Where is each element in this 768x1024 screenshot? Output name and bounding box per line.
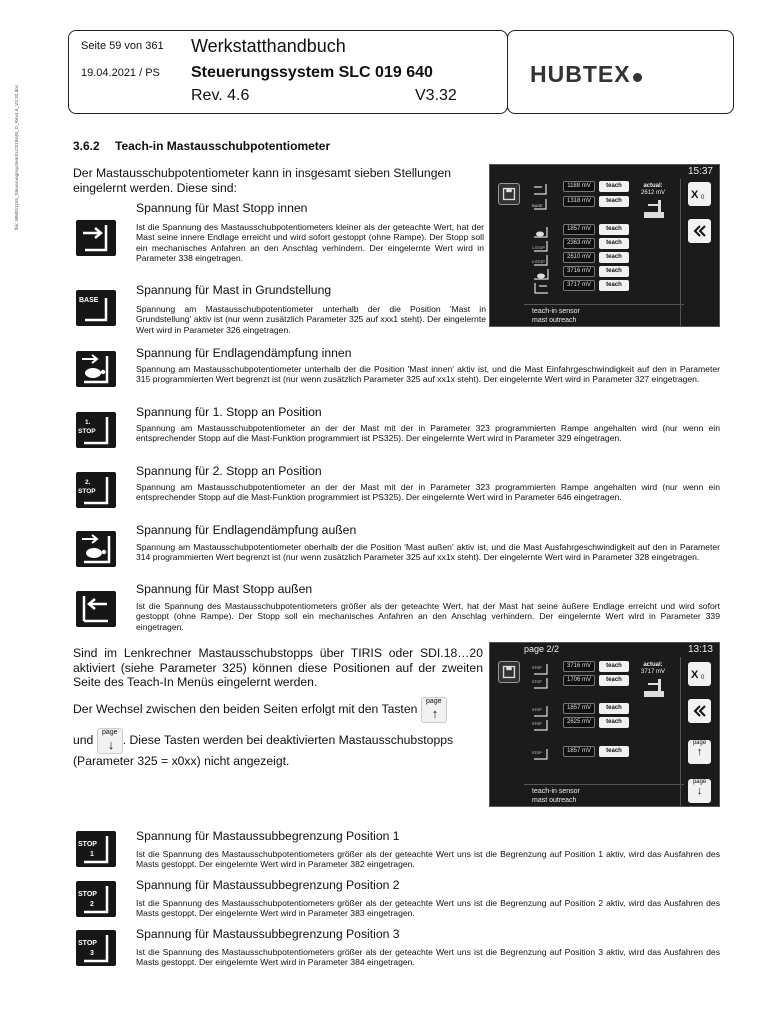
screen-footer: teach-in sensor mast outreach xyxy=(524,784,684,806)
teach-button[interactable]: teach xyxy=(599,717,629,728)
section-heading xyxy=(73,139,330,153)
stop-pos3-icon xyxy=(76,930,116,966)
item-title: Spannung für Mastaussubbegrenzung Position 1 xyxy=(136,829,400,843)
teach-in-screen-page2 xyxy=(489,642,720,807)
turtle-inner-icon xyxy=(76,351,116,387)
item-desc: Ist die Spannung des Mastausschubpotentiometers größer als der geteachte Wert, hat der Mast hat seine äußere Endlage erreicht und wird sofort gestoppt (ohne Rampe). Der Stopp soll ein mechanisches Anfahren an den Anschlag verhindern. Der eingelernte Wert wird in Parameter 339 eingetragen. xyxy=(136,601,720,632)
teach-button[interactable]: teach xyxy=(599,661,629,672)
document-header xyxy=(68,30,508,114)
page-down-key-icon: page ↑ xyxy=(421,697,447,723)
mast-icon xyxy=(642,677,670,703)
page-up-button[interactable]: page ↑ xyxy=(688,740,711,764)
item-title: Spannung für Mastaussubbegrenzung Position 2 xyxy=(136,878,400,892)
item-desc: Ist die Spannung des Mastausschubpotentiometers größer als der geteachte Wert uns ist die Begrenzung auf Position 2 aktiv, wird das Ausfahren des Masts gestoppt. Der eingelernte Wert wird in Parameter 383 eingetragen. xyxy=(136,898,720,919)
page-number: Seite 59 von 361 xyxy=(81,40,164,52)
side-filename: file: WM011155_SteuerungssystemSLC019640_D_Rev4.6_V3.32.doc xyxy=(14,84,19,230)
section-title: Teach-in Mastausschubpotentiometer xyxy=(115,139,331,153)
value-field: 1706 mV xyxy=(563,675,595,686)
svg-text:1.: 1. xyxy=(85,419,91,426)
arrow-right-to-bar-icon xyxy=(76,220,116,256)
turtle-mini-icon xyxy=(532,225,550,237)
stop-pos1-icon xyxy=(76,831,116,867)
teach-button[interactable]: teach xyxy=(599,181,629,192)
teach-button[interactable]: teach xyxy=(599,252,629,263)
svg-text:STOP: STOP xyxy=(78,940,97,947)
value-field: 2625 mV xyxy=(563,717,595,728)
page-down-button[interactable]: page ↓ xyxy=(688,779,711,803)
item-desc: Spannung am Mastausschubpotentiometer an der der Mast mit der in Parameter 323 programmierten Rampe angehalten wird (nur wenn ein entsprechender Stopp auf die Mast-Funktion programmiert ist PS325). Der eingelernte Wert wird in Parameter 646 eingetragen. xyxy=(136,482,720,503)
logo-box xyxy=(507,30,734,114)
svg-text:STOP: STOP xyxy=(532,680,542,684)
stop-mini-icon xyxy=(532,718,550,730)
svg-text:0: 0 xyxy=(701,195,705,201)
svg-text:STOP: STOP xyxy=(532,666,542,670)
teach-button[interactable]: teach xyxy=(599,196,629,207)
doc-version: V3.32 xyxy=(415,87,457,104)
item-desc: Spannung am Mastausschubpotentiometer unterhalb der die Position 'Mast in Grundstellung' aktiv ist (nur wenn zusätzlich Parameter 325 auf xxx1 steht). Der eingelernte Wert wird in Parameter 326 eingetragen. xyxy=(136,304,486,335)
value-field: 3716 mV xyxy=(563,266,595,277)
paragraph-stops: Sind im Lenkrechner Mastausschubstopps über TIRIS oder SDI.18…20 aktiviert (siehe Parameter 325) können diese Positionen auf der zweiten Seite des Teach-In Menüs eingelernt werden. xyxy=(73,646,483,689)
section-number: 3.6.2 xyxy=(73,139,100,153)
item-desc: Ist die Spannung des Mastausschubpotentiometers größer als der geteachte Wert uns ist die Begrenzung auf Position 3 aktiv, wird das Ausfahren des Masts gestoppt. Der eingelernte Wert wird in Parameter 384 eingetragen. xyxy=(136,947,720,968)
item-title: Spannung für 1. Stopp an Position xyxy=(136,405,322,419)
item-desc: Spannung am Mastausschubpotentiometer unterhalb der die Position 'Mast innen' aktiv ist, und die Mast Einfahrgeschwindigkeit auf den in Parameter 315 programmierten Wert begrenzt ist (nur wenn zusätzlich Parameter 325 auf xx1x steht). Der eingelernte Wert wird in Parameter 327 eingetragen. xyxy=(136,364,720,385)
svg-text:BASE: BASE xyxy=(79,297,99,304)
base-icon xyxy=(76,290,116,326)
svg-text:STOP: STOP xyxy=(78,428,96,435)
value-field: 1188 mV xyxy=(563,181,595,192)
stop-outer-mini-icon xyxy=(532,281,550,293)
value-field: 3717 mV xyxy=(563,280,595,291)
svg-text:BASE: BASE xyxy=(532,203,543,208)
item-title: Spannung für Mast Stopp innen xyxy=(136,201,308,215)
svg-text:STOP: STOP xyxy=(78,488,96,495)
doc-subtitle: Steuerungssystem SLC 019 640 xyxy=(191,64,433,81)
actual-readout: actual: 2612 mV xyxy=(640,183,665,196)
stop-2-icon xyxy=(76,472,116,508)
hubtex-logo: HUBTEX xyxy=(530,61,642,88)
stop-mini-icon xyxy=(532,676,550,688)
svg-text:STOP: STOP xyxy=(78,841,97,848)
value-field: 2610 mV xyxy=(563,252,595,263)
doc-date: 19.04.2021 / PS xyxy=(81,67,160,79)
turtle-outer-icon xyxy=(76,531,116,567)
item-desc: Spannung am Mastausschubpotentiometer oberhalb der die Position 'Mast außen' aktiv ist, und die Mast Ausfahrgeschwindigkeit auf den in Parameter 314 programmierten Wert begrenzt ist (nur wenn zusätzlich Parameter 325 auf xx1x steht). Der eingelernte Wert wird in Parameter 328 eingetragen. xyxy=(136,542,720,563)
svg-text:STOP: STOP xyxy=(532,708,542,712)
paragraph-page-keys-cont: und page ↓ . Diese Tasten werden bei deaktivierten Mastausschubstopps (Parameter 325 = x0xx) nicht angezeigt. xyxy=(73,729,454,768)
stop-mini-icon xyxy=(532,704,550,716)
teach-button[interactable]: teach xyxy=(599,675,629,686)
item-desc: Spannung am Mastausschubpotentiometer an der der Mast mit der in Parameter 323 programmierten Rampe angehalten wird (nur wenn ein entsprechender Stopp auf die Mast-Funktion programmiert ist PS325). Der eingelernte Wert wird in Parameter 329 eingetragen. xyxy=(136,423,720,444)
teach-button[interactable]: teach xyxy=(599,266,629,277)
teach-button[interactable]: teach xyxy=(599,238,629,249)
exit-button[interactable] xyxy=(688,662,711,686)
screen-page-indicator: page 2/2 xyxy=(524,644,560,654)
teach-button[interactable]: teach xyxy=(599,703,629,714)
teach-button[interactable]: teach xyxy=(599,224,629,235)
intro-paragraph: Der Mastausschubpotentiometer kann in insgesamt sieben Stellungen eingelernt werden. Diese sind: xyxy=(73,166,452,195)
item-desc: Ist die Spannung des Mastausschubpotentiometers kleiner als der geteachte Wert, hat der Mast seine innere Endlage erreicht und wird sofort gestoppt (ohne Rampe). Der Stopp soll ein mechanisches Anfahren an den Anschlag verhindern. Der eingelernte Wert wird in Parameter 338 eingetragen. xyxy=(136,222,484,264)
value-field: 1857 mV xyxy=(563,703,595,714)
value-field: 1318 mV xyxy=(563,196,595,207)
arrow-left-from-bar-icon xyxy=(76,591,116,627)
base-mini-icon xyxy=(532,197,550,209)
back-button[interactable] xyxy=(688,219,711,243)
svg-text:2.STOP: 2.STOP xyxy=(532,260,545,264)
screen-time: 13:13 xyxy=(687,644,713,655)
item-title: Spannung für Mast in Grundstellung xyxy=(136,283,332,297)
logo-dot-icon xyxy=(633,73,642,82)
stop-mini-icon xyxy=(532,747,550,759)
value-field: 2363 mV xyxy=(563,238,595,249)
item-title: Spannung für Endlagendämpfung innen xyxy=(136,346,352,360)
svg-text:STOP: STOP xyxy=(78,891,97,898)
save-icon[interactable] xyxy=(498,183,520,205)
doc-revision: Rev. 4.6 xyxy=(191,87,250,104)
mast-icon xyxy=(642,198,670,224)
svg-text:3: 3 xyxy=(90,950,94,957)
svg-text:0: 0 xyxy=(701,675,705,681)
screen-time: 15:37 xyxy=(687,166,713,177)
stop-pos2-icon xyxy=(76,881,116,917)
stop-inner-mini-icon xyxy=(532,182,550,194)
item-desc: Ist die Spannung des Mastausschubpotentiometers größer als der geteachte Wert uns ist die Begrenzung auf Position 1 aktiv, wird das Ausfahren des Masts gestoppt. Der eingelernte Wert wird in Parameter 382 eingetragen. xyxy=(136,849,720,870)
doc-title: Werkstatthandbuch xyxy=(191,36,346,56)
svg-text:X: X xyxy=(691,189,699,201)
stop-mini-icon xyxy=(532,662,550,674)
item-title: Spannung für 2. Stopp an Position xyxy=(136,464,322,478)
teach-button[interactable]: teach xyxy=(599,280,629,291)
turtle-mini-icon xyxy=(532,267,550,279)
svg-text:STOP: STOP xyxy=(532,722,542,726)
stop2-mini-icon xyxy=(532,253,550,265)
svg-text:2: 2 xyxy=(90,901,94,908)
item-title: Spannung für Mast Stopp außen xyxy=(136,582,313,596)
teach-button[interactable]: teach xyxy=(599,746,629,757)
actual-readout: actual: 3717 mV xyxy=(640,662,665,675)
svg-text:1.STOP: 1.STOP xyxy=(532,246,545,250)
svg-text:X: X xyxy=(691,669,699,681)
svg-text:2.: 2. xyxy=(85,479,91,486)
value-field: 1857 mV xyxy=(563,224,595,235)
item-title: Spannung für Mastaussubbegrenzung Position 3 xyxy=(136,927,400,941)
stop1-mini-icon xyxy=(532,239,550,251)
item-title: Spannung für Endlagendämpfung außen xyxy=(136,523,357,537)
exit-button[interactable] xyxy=(688,182,711,206)
back-button[interactable] xyxy=(688,699,711,723)
stop-1-icon xyxy=(76,412,116,448)
svg-text:STOP: STOP xyxy=(532,751,542,755)
svg-text:1: 1 xyxy=(90,851,94,858)
paragraph-page-keys: Der Wechsel zwischen den beiden Seiten erfolgt mit den Tasten page ↑ xyxy=(73,696,483,723)
screen-footer: teach-in sensor mast outreach xyxy=(524,304,684,326)
teach-in-screen-page1 xyxy=(489,164,720,327)
value-field: 1857 mV xyxy=(563,746,595,757)
page-up-key-icon: page ↓ xyxy=(97,728,123,754)
save-icon[interactable] xyxy=(498,661,520,683)
value-field: 3716 mV xyxy=(563,661,595,672)
